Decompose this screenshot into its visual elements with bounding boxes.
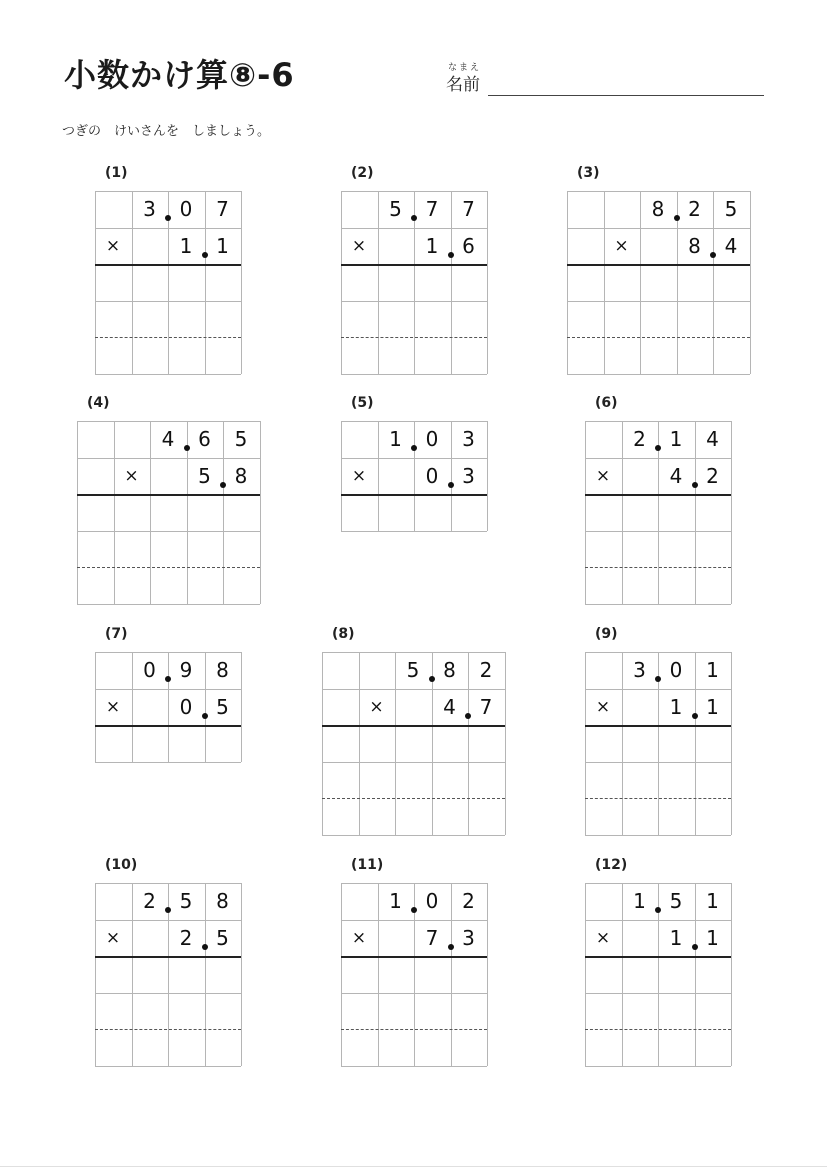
- decimal-point: [165, 907, 171, 913]
- problem-11: [341, 857, 487, 1066]
- grid-horizontal-line: [585, 531, 731, 532]
- multiplier-digit: 6: [462, 233, 475, 258]
- multiplicand-digit: 8: [443, 658, 456, 682]
- problem-number: (11): [351, 857, 384, 873]
- dashed-sum-line: [322, 798, 505, 799]
- dashed-sum-line: [95, 1029, 241, 1030]
- problem-number: (3): [577, 165, 600, 181]
- multiplicand-digit: 3: [633, 658, 646, 682]
- decimal-point: [692, 482, 698, 488]
- decimal-point: [184, 445, 190, 451]
- grid-horizontal-line: [585, 604, 731, 605]
- multiplicand-digit: [341, 191, 377, 227]
- decimal-point: [655, 445, 661, 451]
- multiplicand-digit: [95, 883, 131, 919]
- grid-vertical-line: [731, 883, 732, 1066]
- multiplicand-digit: [604, 191, 640, 227]
- multiplier-digit: [77, 458, 113, 494]
- multiplicand-digit: 5: [179, 889, 193, 913]
- multiplicand-digit: [585, 652, 621, 688]
- multiplicand-digit: 6: [198, 427, 211, 451]
- multiply-sign: ×: [351, 235, 367, 256]
- multiplier-digit: 0: [425, 463, 439, 488]
- multiply-sign: ×: [105, 927, 121, 948]
- multiplicand-digit: 1: [633, 889, 646, 913]
- dashed-sum-line: [585, 798, 731, 799]
- multiplicand-digit: [341, 421, 377, 457]
- dashed-sum-line: [585, 567, 731, 568]
- dashed-sum-line: [567, 337, 750, 338]
- multiplier-digit: 5: [216, 925, 229, 950]
- multiplicand-digit: [77, 421, 113, 457]
- problem-number: (10): [105, 857, 138, 873]
- answer-grid[interactable]: [95, 652, 241, 762]
- multiplicand-digit: 2: [143, 889, 156, 913]
- multiply-sign: ×: [595, 927, 611, 948]
- multiplicand-digit: 9: [179, 658, 193, 682]
- multiplicand-digit: 5: [669, 889, 683, 913]
- multiplier-digit: [378, 228, 414, 264]
- grid-vertical-line: [487, 421, 488, 531]
- grid-vertical-line: [505, 652, 506, 835]
- multiplier-digit: 8: [234, 463, 248, 488]
- multiply-sign: ×: [595, 465, 611, 486]
- multiplier-digit: [395, 689, 431, 725]
- multiplicand-digit: [95, 652, 131, 688]
- page-title: 小数かけ算⑧-6: [64, 56, 295, 94]
- multiplicand-digit: [95, 191, 131, 227]
- decimal-point: [448, 944, 454, 950]
- multiplier-digit: [132, 689, 168, 725]
- multiplier-digit: [150, 458, 186, 494]
- multiplier-digit: 4: [669, 463, 683, 488]
- multiplicand-digit: 4: [161, 427, 175, 451]
- answer-grid[interactable]: [322, 652, 505, 835]
- grid-horizontal-line: [95, 762, 241, 763]
- problem-number: (9): [595, 626, 618, 642]
- grid-vertical-line: [750, 191, 751, 374]
- answer-line: [341, 494, 487, 496]
- decimal-point: [411, 445, 417, 451]
- multiplicand-digit: 3: [143, 197, 156, 221]
- multiplier-digit: 8: [688, 233, 701, 258]
- multiply-sign: ×: [595, 696, 611, 717]
- problem-9: [585, 626, 731, 835]
- multiplicand-digit: 0: [143, 658, 156, 682]
- decimal-point: [202, 252, 208, 258]
- decimal-point: [692, 713, 698, 719]
- multiplicand-digit: 5: [406, 658, 420, 682]
- multiplier-digit: [622, 458, 658, 494]
- multiplicand-digit: 8: [216, 658, 229, 682]
- multiplier-digit: 1: [216, 233, 229, 258]
- decimal-point: [220, 482, 226, 488]
- multiply-sign: ×: [105, 235, 121, 256]
- multiplicand-digit: 5: [389, 197, 402, 221]
- problem-2: [341, 165, 487, 374]
- multiply-sign: ×: [124, 465, 139, 486]
- grid-horizontal-line: [585, 1066, 731, 1067]
- grid-vertical-line: [487, 883, 488, 1066]
- decimal-point: [465, 713, 471, 719]
- problem-number: (5): [351, 395, 374, 411]
- grid-horizontal-line: [322, 835, 505, 836]
- multiplicand-digit: 4: [706, 427, 719, 451]
- answer-grid[interactable]: [95, 191, 241, 374]
- multiplier-digit: 2: [706, 463, 719, 488]
- decimal-point: [710, 252, 716, 258]
- multiplier-digit: 1: [706, 694, 719, 719]
- decimal-point: [202, 944, 208, 950]
- instruction-text: つぎの けいさんを しましょう。: [62, 124, 271, 139]
- problem-number: (2): [351, 165, 374, 181]
- multiplier-digit: 2: [179, 925, 193, 950]
- multiplicand-digit: 2: [633, 427, 646, 451]
- multiplicand-digit: [341, 883, 377, 919]
- multiplier-digit: [378, 920, 414, 956]
- dashed-sum-line: [341, 337, 487, 338]
- grid-horizontal-line: [341, 301, 487, 302]
- name-label: 名前: [446, 75, 480, 95]
- multiplicand-digit: [585, 421, 621, 457]
- answer-grid[interactable]: [77, 421, 260, 604]
- multiplicand-digit: 1: [389, 427, 402, 451]
- multiplier-digit: [132, 228, 168, 264]
- answer-line: [585, 956, 731, 958]
- answer-grid[interactable]: [95, 883, 241, 1066]
- grid-horizontal-line: [341, 374, 487, 375]
- multiplicand-digit: 8: [216, 889, 229, 913]
- multiplier-digit: [378, 458, 414, 494]
- multiplier-digit: 1: [179, 233, 193, 258]
- grid-horizontal-line: [585, 762, 731, 763]
- decimal-point: [655, 907, 661, 913]
- multiplier-digit: 1: [669, 694, 683, 719]
- multiply-sign: ×: [105, 696, 121, 717]
- answer-line: [95, 264, 241, 266]
- grid-vertical-line: [241, 652, 242, 762]
- problem-1: [95, 165, 241, 374]
- multiplier-digit: 4: [443, 694, 456, 719]
- answer-line: [567, 264, 750, 266]
- problem-5: [341, 395, 487, 531]
- multiplicand-digit: 3: [462, 427, 475, 451]
- name-field[interactable]: [444, 58, 764, 98]
- answer-grid[interactable]: [585, 652, 731, 835]
- name-ruby: なまえ: [448, 63, 482, 73]
- problem-number: (6): [595, 395, 618, 411]
- multiplicand-digit: 8: [651, 197, 665, 221]
- problem-10: [95, 857, 241, 1066]
- multiplicand-digit: 7: [425, 197, 439, 221]
- grid-horizontal-line: [585, 993, 731, 994]
- multiplier-digit: 1: [706, 925, 719, 950]
- multiplier-digit: 5: [198, 463, 211, 488]
- decimal-point: [411, 907, 417, 913]
- multiplicand-digit: 2: [688, 197, 701, 221]
- grid-vertical-line: [731, 652, 732, 835]
- multiplier-digit: [622, 689, 658, 725]
- multiplicand-digit: 5: [724, 197, 738, 221]
- multiplier-digit: [132, 920, 168, 956]
- multiplier-digit: 3: [462, 463, 475, 488]
- multiplicand-digit: 1: [706, 889, 719, 913]
- decimal-point: [692, 944, 698, 950]
- problem-7: [95, 626, 241, 762]
- problem-12: [585, 857, 731, 1066]
- grid-horizontal-line: [95, 301, 241, 302]
- multiply-sign: ×: [614, 235, 629, 256]
- multiplier-digit: 4: [724, 233, 738, 258]
- multiplicand-digit: 0: [179, 197, 193, 221]
- answer-grid[interactable]: [341, 883, 487, 1066]
- grid-horizontal-line: [95, 374, 241, 375]
- multiplicand-digit: 1: [389, 889, 402, 913]
- problem-4: [77, 395, 260, 604]
- grid-vertical-line: [241, 883, 242, 1066]
- decimal-point: [411, 215, 417, 221]
- answer-line: [585, 494, 731, 496]
- answer-line: [322, 725, 505, 727]
- decimal-point: [165, 215, 171, 221]
- problem-8: [322, 626, 505, 835]
- multiplicand-digit: 0: [669, 658, 683, 682]
- dashed-sum-line: [95, 337, 241, 338]
- answer-line: [77, 494, 260, 496]
- problem-number: (7): [105, 626, 128, 642]
- answer-grid[interactable]: [341, 191, 487, 374]
- grid-horizontal-line: [77, 604, 260, 605]
- multiplier-digit: 0: [179, 694, 193, 719]
- grid-horizontal-line: [341, 531, 487, 532]
- decimal-point: [448, 252, 454, 258]
- name-write-line[interactable]: [488, 95, 764, 96]
- decimal-point: [655, 676, 661, 682]
- multiplicand-digit: [585, 883, 621, 919]
- answer-grid[interactable]: [585, 421, 731, 604]
- answer-grid[interactable]: [567, 191, 750, 374]
- multiplier-digit: [622, 920, 658, 956]
- grid-horizontal-line: [585, 835, 731, 836]
- multiplicand-digit: [567, 191, 603, 227]
- answer-line: [95, 725, 241, 727]
- answer-line: [341, 264, 487, 266]
- problem-number: (12): [595, 857, 628, 873]
- answer-line: [341, 956, 487, 958]
- grid-horizontal-line: [77, 531, 260, 532]
- dashed-sum-line: [341, 1029, 487, 1030]
- grid-horizontal-line: [341, 993, 487, 994]
- grid-horizontal-line: [322, 762, 505, 763]
- grid-vertical-line: [731, 421, 732, 604]
- multiplier-digit: [567, 228, 603, 264]
- grid-vertical-line: [241, 191, 242, 374]
- grid-horizontal-line: [567, 301, 750, 302]
- multiply-sign: ×: [369, 696, 384, 717]
- multiplicand-digit: 5: [234, 427, 248, 451]
- multiplicand-digit: [359, 652, 395, 688]
- multiplicand-digit: 1: [669, 427, 683, 451]
- multiplier-digit: 1: [425, 233, 439, 258]
- page-bottom-border: [0, 1166, 827, 1167]
- problem-number: (4): [87, 395, 110, 411]
- dashed-sum-line: [77, 567, 260, 568]
- grid-horizontal-line: [95, 993, 241, 994]
- multiplier-digit: 5: [216, 694, 229, 719]
- answer-line: [95, 956, 241, 958]
- decimal-point: [202, 713, 208, 719]
- problem-number: (1): [105, 165, 128, 181]
- problem-number: (8): [332, 626, 355, 642]
- multiply-sign: ×: [351, 465, 367, 486]
- multiplicand-digit: 7: [462, 197, 475, 221]
- multiplicand-digit: 7: [216, 197, 229, 221]
- decimal-point: [448, 482, 454, 488]
- multiplier-digit: [322, 689, 358, 725]
- multiplicand-digit: 0: [425, 889, 439, 913]
- grid-horizontal-line: [341, 1066, 487, 1067]
- multiplicand-digit: 1: [706, 658, 719, 682]
- dashed-sum-line: [585, 1029, 731, 1030]
- multiplier-digit: 1: [669, 925, 683, 950]
- multiplicand-digit: 2: [462, 889, 475, 913]
- multiplier-digit: 7: [425, 925, 439, 950]
- multiplier-digit: [640, 228, 676, 264]
- grid-vertical-line: [487, 191, 488, 374]
- grid-horizontal-line: [567, 374, 750, 375]
- answer-line: [585, 725, 731, 727]
- grid-horizontal-line: [95, 1066, 241, 1067]
- multiplicand-digit: 2: [479, 658, 493, 682]
- multiply-sign: ×: [351, 927, 367, 948]
- answer-grid[interactable]: [585, 883, 731, 1066]
- multiplier-digit: 7: [479, 694, 493, 719]
- problem-6: [585, 395, 731, 604]
- decimal-point: [429, 676, 435, 682]
- problem-3: [567, 165, 750, 374]
- decimal-point: [674, 215, 680, 221]
- grid-vertical-line: [260, 421, 261, 604]
- multiplicand-digit: [114, 421, 150, 457]
- multiplicand-digit: 0: [425, 427, 439, 451]
- multiplicand-digit: [322, 652, 358, 688]
- answer-grid[interactable]: [341, 421, 487, 531]
- decimal-point: [165, 676, 171, 682]
- multiplier-digit: 3: [462, 925, 475, 950]
